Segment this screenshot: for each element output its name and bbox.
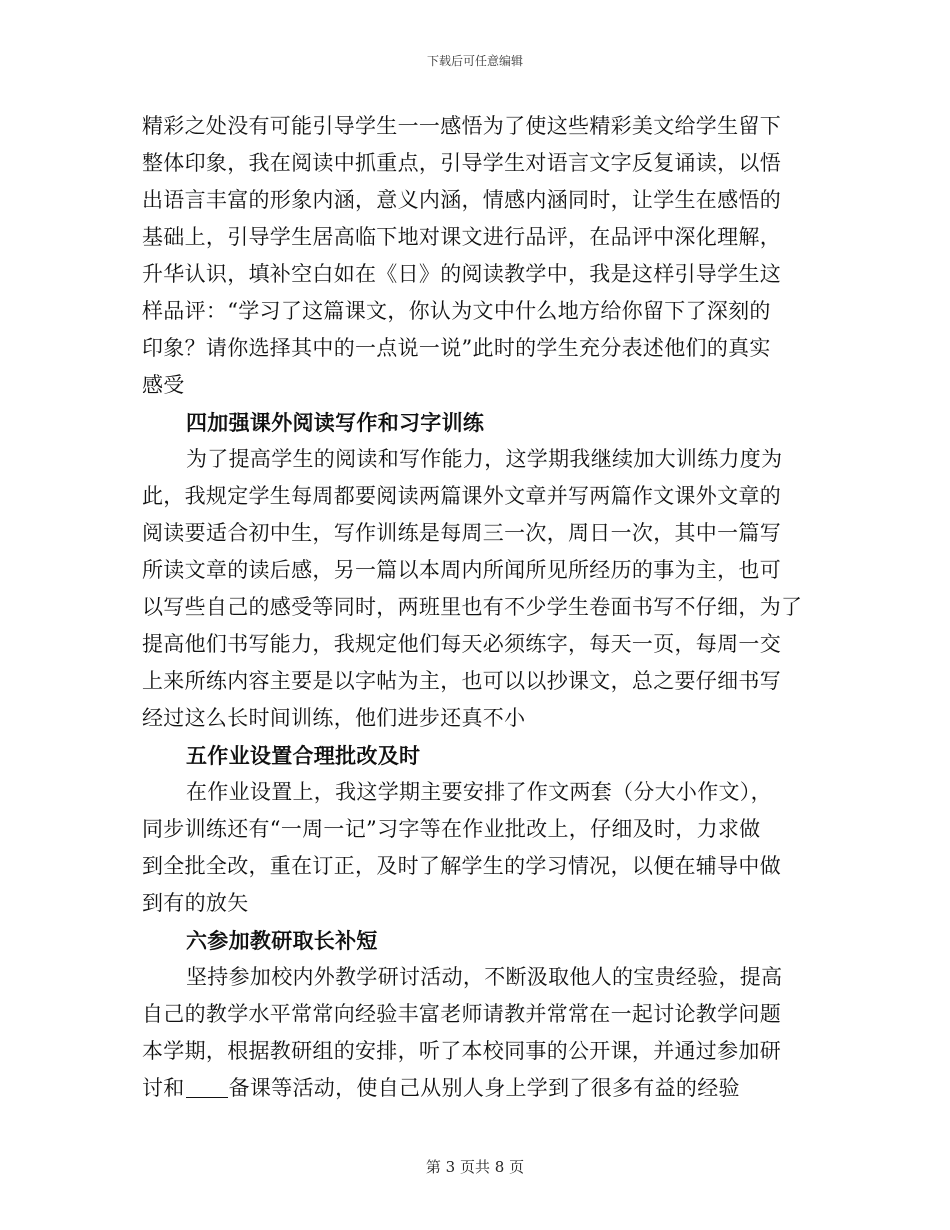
text-line: 样品评：“学习了这篇课文，你认为文中什么地方给你留下了深刻的 [142, 299, 771, 323]
text-line: 到全批全改，重在订正，及时了解学生的学习情况，以便在辅导中做 [142, 854, 781, 878]
document-body [142, 108, 808, 1107]
page-header: 下载后可任意编辑 [426, 54, 523, 68]
text-line: 感受 [142, 373, 185, 397]
fill-in-blank [186, 1077, 228, 1098]
text-line: 以写些自己的感受等同时，两班里也有不少学生卷面书写不仔细，为了 [142, 595, 803, 619]
text-fragment: 备课等活动，使自己从别人身上学到了很多有益的经验 [228, 1076, 740, 1100]
page-footer: 第 3 页共 8 页 [425, 1158, 525, 1176]
text-line: 精彩之处没有可能引导学生一一感悟为了使这些精彩美文给学生留下 [142, 114, 781, 138]
text-line: 升华认识，填补空白如在《日》的阅读教学中，我是这样引导学生这 [142, 262, 781, 286]
text-line: 到有的放矢 [142, 891, 249, 915]
text-line: 在作业设置上，我这学期主要安排了作文两套（分大小作文）， [186, 780, 772, 804]
section-heading: 五作业设置合理批改及时 [186, 743, 421, 768]
text-line: 此，我规定学生每周都要阅读两篇课外文章并写两篇作文课外文章的 [142, 484, 781, 508]
text-line [142, 1070, 808, 1107]
text-line: 提高他们书写能力，我规定他们每天必须练字，每天一页，每周一交 [142, 632, 781, 656]
text-line: 上来所练内容主要是以字帖为主，也可以以抄课文，总之要仔细书写 [142, 669, 781, 693]
section-heading: 四加强课外阅读写作和习字训练 [186, 410, 485, 435]
text-line: 同步训练还有“一周一记”习字等在作业批改上，仔细及时，力求做 [142, 817, 761, 841]
text-line: 坚持参加校内外教学研讨活动，不断汲取他人的宝贵经验，提高 [186, 965, 783, 989]
section-heading: 六参加教研取长补短 [186, 928, 378, 953]
text-line: 整体印象，我在阅读中抓重点，引导学生对语言文字反复诵读，以悟 [142, 151, 781, 175]
text-line: 印象？请你选择其中的一点说一说”此时的学生充分表述他们的真实 [142, 336, 771, 360]
text-line: 阅读要适合初中生，写作训练是每周三一次，周日一次，其中一篇写 [142, 521, 781, 545]
text-line: 自己的教学水平常常向经验丰富老师请教并常常在一起讨论教学问题 [142, 1002, 781, 1026]
text-fragment: 讨和 [142, 1076, 185, 1100]
text-line: 出语言丰富的形象内涵，意义内涵，情感内涵同时，让学生在感悟的 [142, 188, 781, 212]
text-line: 所读文章的读后感，另一篇以本周内所闻所见所经历的事为主，也可 [142, 558, 781, 582]
text-line: 经过这么长时间训练，他们进步还真不小 [142, 706, 526, 730]
text-line: 为了提高学生的阅读和写作能力，这学期我继续加大训练力度为 [186, 447, 783, 471]
text-line: 基础上，引导学生居高临下地对课文进行品评，在品评中深化理解， [142, 225, 781, 249]
text-line: 本学期，根据教研组的安排，听了本校同事的公开课，并通过参加研 [142, 1039, 781, 1063]
